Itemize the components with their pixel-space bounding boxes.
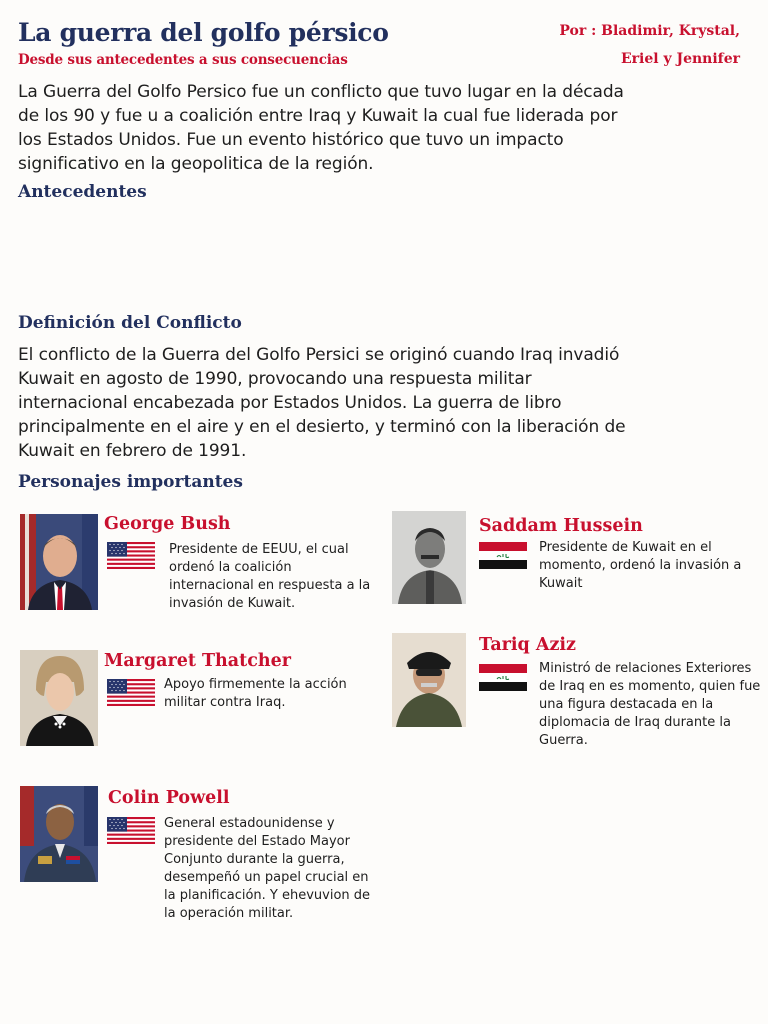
person-name: Margaret Thatcher bbox=[104, 651, 291, 671]
person-description: Presidente de Kuwait en el momento, ordenó la invasión a Kuwait bbox=[539, 540, 742, 591]
heading-definicion: Definición del Conflicto bbox=[18, 313, 242, 333]
person-name: George Bush bbox=[104, 514, 231, 534]
person-name: Colin Powell bbox=[108, 788, 230, 808]
heading-antecedentes: Antecedentes bbox=[18, 182, 147, 202]
iraq-flag-icon bbox=[479, 542, 527, 569]
george-bush-photo bbox=[20, 514, 98, 610]
page-subtitle: Desde sus antecedentes a sus consecuencias bbox=[18, 52, 348, 68]
usa-flag-icon bbox=[107, 679, 155, 706]
colin-powell-photo bbox=[20, 786, 98, 882]
authors-line-1: Por : Bladimir, Krystal, bbox=[559, 23, 740, 39]
tariq-aziz-photo bbox=[392, 633, 466, 727]
definition-paragraph: El conflicto de la Guerra del Golfo Persici se originó cuando Iraq invadió Kuwait en agosto de 1990, provocando una respuesta militar internacional encabezada por Estados Unidos. La guerra de libro principalmente en el aire y en el desierto, y terminó con la liberación de Kuwait en febrero de 1991. bbox=[18, 345, 626, 461]
person-description: Presidente de EEUU, el cual ordenó la coalición internacional en respuesta a la invasión de Kuwait. bbox=[169, 542, 371, 611]
usa-flag-icon bbox=[107, 817, 155, 844]
intro-paragraph: La Guerra del Golfo Persico fue un conflicto que tuvo lugar en la década de los 90 y fue u a coalición entre Iraq y Kuwait la cual fue liderada por los Estados Unidos. Fue un evento histórico que tuvo un impacto significativo en la geopolitica de la región. bbox=[18, 82, 624, 174]
authors bbox=[520, 17, 740, 73]
heading-personajes: Personajes importantes bbox=[18, 472, 243, 492]
margaret-thatcher-photo bbox=[20, 650, 98, 746]
person-description: Apoyo firmemente la acción militar contra Iraq. bbox=[164, 677, 347, 710]
iraq-flag-icon bbox=[479, 664, 527, 691]
person-description: Ministró de relaciones Exteriores de Iraq en es momento, quien fue una figura destacada en la diplomacia de Iraq durante la Guerra. bbox=[539, 661, 761, 748]
person-name: Tariq Aziz bbox=[479, 635, 576, 655]
page-title: La guerra del golfo pérsico bbox=[18, 18, 389, 47]
saddam-hussein-photo bbox=[392, 511, 466, 604]
person-description: General estadounidense y presidente del Estado Mayor Conjunto durante la guerra, desempeñó un papel crucial en la planificación. Y ehevuvion de la operación militar. bbox=[164, 816, 371, 921]
person-name: Saddam Hussein bbox=[479, 516, 643, 536]
usa-flag-icon bbox=[107, 542, 155, 569]
authors-line-2: Eriel y Jennifer bbox=[621, 51, 740, 67]
